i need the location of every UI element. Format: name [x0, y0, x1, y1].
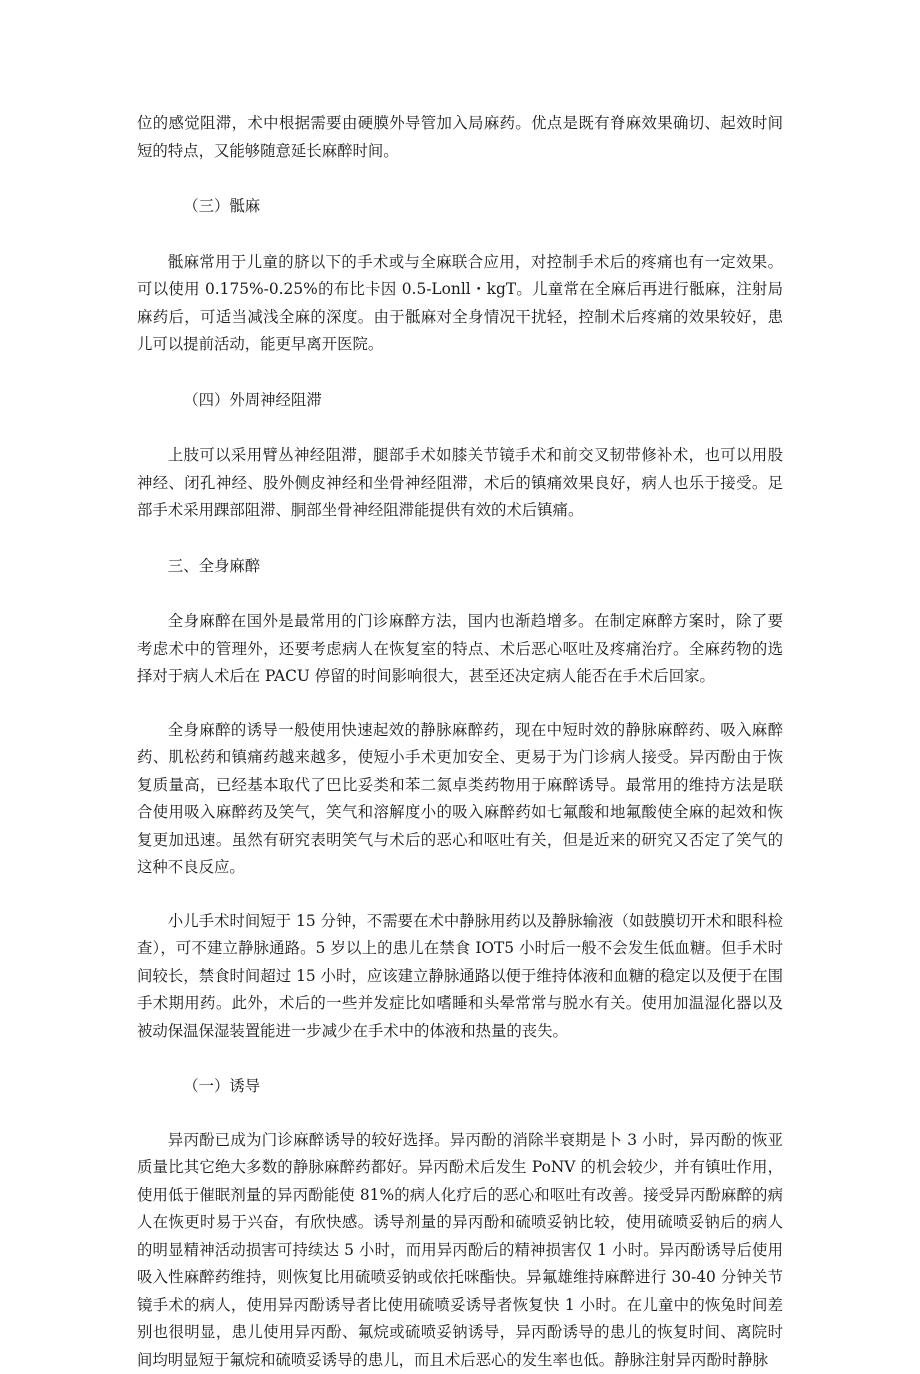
paragraph-propofol: 异丙酚已成为门诊麻醉诱导的较好选择。异丙酚的消除半衰期是卜 3 小时，异丙酚的恢亚质量比其它绝大多数的静脉麻醉药都好。异丙酚术后发生 PoNV 的机会较少，并有镇吐作用，使用低于催眠剂量的异丙酚能使 81%的病人化疗后的恶心和呕吐有改善。接受异丙酚麻醉的病人在恢更时易于兴奋，有欣快感。诱导剂量的异丙酚和硫喷妥钠比较，使用硫喷妥钠后的病人的明显精神活动损害可持续达 5 小时，而用异丙酚后的精神损害仅 1 小时。异丙酚诱导后使用吸入性麻醉药维持，则恢复比用硫喷妥钠或依托咪酯快。异氟雄维持麻醉进行 30-40 分钟关节镜手术的病人，使用异丙酚诱导者比使用硫喷妥诱导者恢复快 1 小时。在儿童中的恢兔时间差别也很明显，患儿使用异丙酚、氟烷或硫喷妥钠诱导，异丙酚诱导的患儿的恢复时间、离院时间均明显短于氟烷和硫喷妥诱导的患儿，而且术后恶心的发生率也低。静脉注射异丙酚时静脉 [137, 1127, 783, 1374]
section-heading-general: 三、全身麻醉 [137, 553, 783, 581]
paragraph-pediatric: 小儿手术时间短于 15 分钟，不需要在术中静脉用药以及静脉输液（如鼓膜切开术和眼科检查），可不建立静脉通路。5 岁以上的患儿在禁食 IOT5 小时后一般不会发生低血糖。但手术时间较长，禁食时间超过 15 小时，应该建立静脉通路以便于维持体液和血糖的稳定以及便于在围手术期用药。此外，术后的一些并发症比如嗜睡和头晕常常与脱水有关。使用加温湿化器以及被动保温保湿装置能进一步减少在手术中的体液和热量的丧失。 [137, 908, 783, 1046]
section-heading-sacral: （三）骶麻 [137, 193, 783, 221]
paragraph-induction-overview: 全身麻醉的诱导一般使用快速起效的静脉麻醉药，现在中短时效的静脉麻醉药、吸入麻醉药、肌松药和镇痛药越来越多，使短小手术更加安全、更易于为门诊病人接受。异丙酚由于恢复质量高，已经基本取代了巴比妥类和苯二氮卓类药物用于麻醉诱导。最常用的维持方法是联合使用吸入麻醉药及笑气，笑气和溶解度小的吸入麻醉药如七氟酸和地氟酸使全麻的起效和恢复更加迅速。虽然有研究表明笑气与术后的恶心和呕吐有关，但是近来的研究又否定了笑气的这种不良反应。 [137, 717, 783, 882]
paragraph-peripheral: 上肢可以采用臂丛神经阻滞，腿部手术如膝关节镜手术和前交叉韧带修补术，也可以用股神经、闭孔神经、股外侧皮神经和坐骨神经阻滞，术后的镇痛效果良好，病人也乐于接受。足部手术采用踝部阻滞、胴部坐骨神经阻滞能提供有效的术后镇痛。 [137, 442, 783, 525]
paragraph-sacral: 骶麻常用于儿童的脐以下的手术或与全麻联合应用，对控制手术后的疼痛也有一定效果。可以使用 0.175%-0.25%的布比卡因 0.5-Lonll・kgT。儿童常在全麻后再进行骶麻，注射局麻药后，可适当减浅全麻的深度。由于骶麻对全身情况干扰轻，控制术后疼痛的效果较好，患儿可以提前活动，能更早离开医院。 [137, 249, 783, 359]
paragraph-continued: 位的感觉阻滞，术中根据需要由硬膜外导管加入局麻药。优点是既有脊麻效果确切、起效时间短的特点，又能够随意延长麻醉时间。 [137, 110, 783, 165]
section-heading-induction: （一）诱导 [137, 1073, 783, 1101]
document-page [137, 110, 783, 1374]
paragraph-general-intro: 全身麻醉在国外是最常用的门诊麻醉方法，国内也渐趋增多。在制定麻醉方案时，除了要考虑术中的管理外，还要考虑病人在恢复室的特点、术后恶心呕吐及疼痛治疗。全麻药物的选择对于病人术后在 PACU 停留的时间影响很大，甚至还决定病人能否在手术后回家。 [137, 608, 783, 691]
section-heading-peripheral: （四）外周神经阻滞 [137, 387, 783, 415]
